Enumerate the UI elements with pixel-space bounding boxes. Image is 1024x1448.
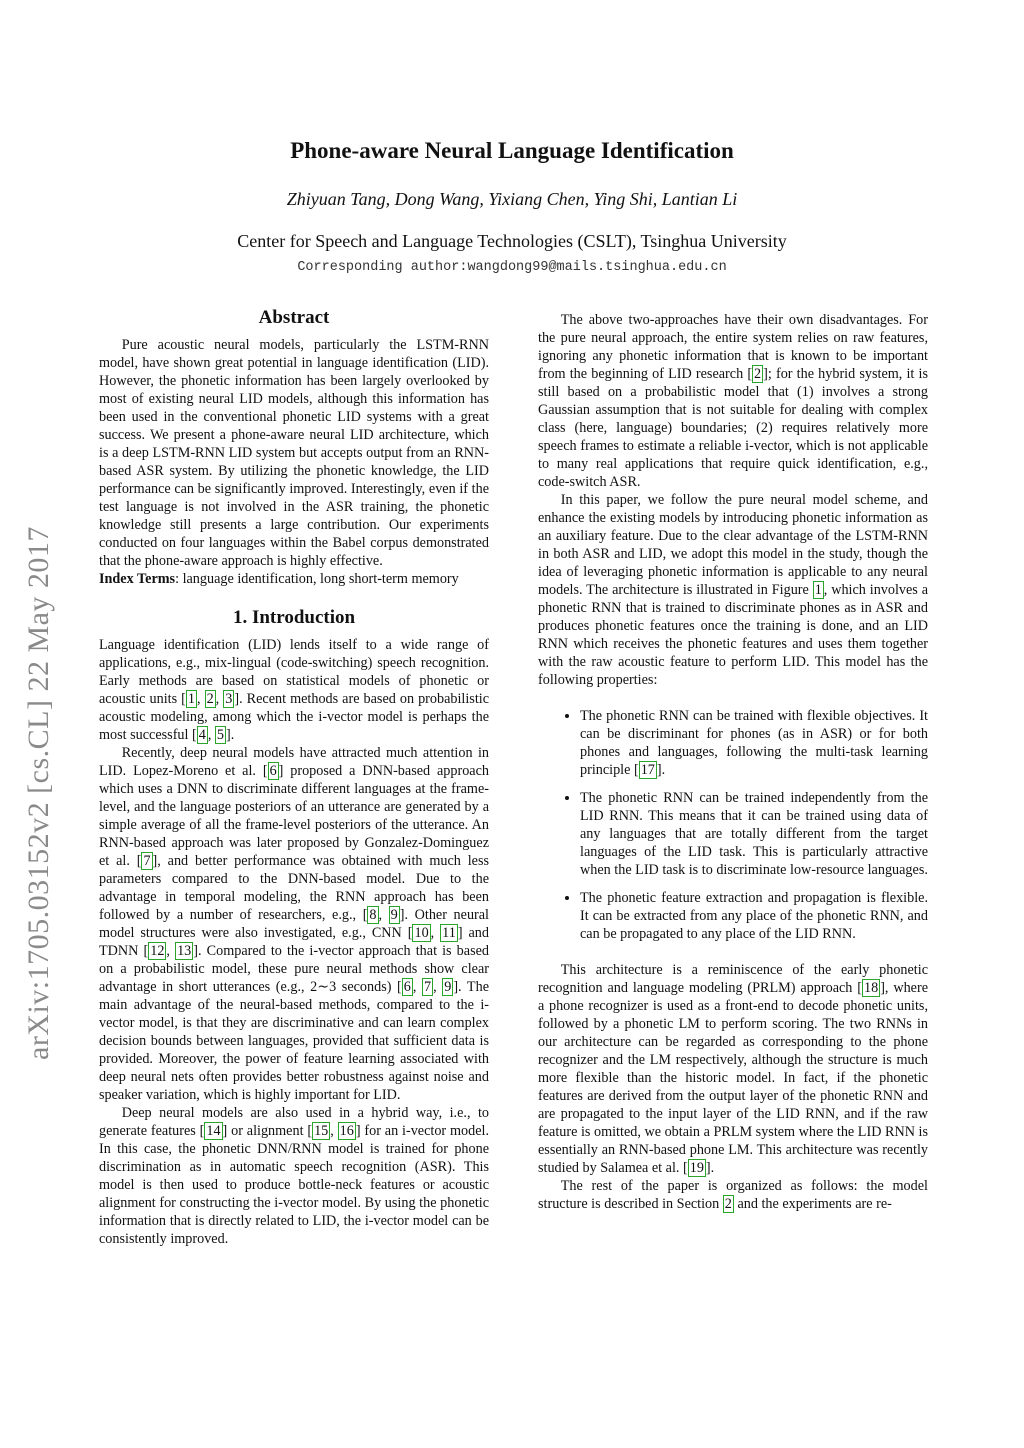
citation-link[interactable]: 1 — [187, 691, 195, 707]
citation-link[interactable]: 11 — [442, 925, 456, 941]
section-link[interactable]: 2 — [724, 1196, 732, 1212]
citation-link[interactable]: 5 — [216, 727, 225, 743]
list-item: • The phonetic RNN can be trained independently from the LID RNN. This means that it can be trained using data of any languages that are totally different from the target languages of the LID task. This is particularly attractive when the LID task is to discriminate low-resource languages. — [580, 789, 928, 879]
citation-link[interactable]: 2 — [754, 366, 762, 382]
intro-paragraph-1: Language identification (LID) lends itself to a wide range of applications, e.g., mix-lingual (code-switching) speech recognition. Early methods are based on statistical models of phonetic or acoustic units [ 1 , 2 , 3 ]. Recent methods are based on probabilistic acoustic modeling, among which the i-vector model is perhaps the most successful [ 4 , 5 ]. — [99, 637, 490, 743]
list-item: • The phonetic feature extraction and propagation is flexible. It can be extracted from any place of the phonetic RNN, and can be propagated to any place of the LID RNN. — [580, 889, 928, 943]
right-paragraph-2: In this paper, we follow the pure neural model scheme, and enhance the existing models by introducing phonetic information as an auxiliary feature. Due to the clear advantage of the LSTM-RNN in both ASR and LID, we adopt this model in the study, though the idea of leveraging phonetic information is applicable to any neural models. The architecture is illustrated in Figure 1 , which involves a phonetic RNN that is trained to discriminate phones as in ASR and produces phonetic features once the training is done, and an LID RNN which receives the phonetic features and uses them together with the raw acoustic feature to perform LID. This model has the following properties: — [538, 492, 928, 688]
citation-link[interactable]: 16 — [339, 1123, 354, 1139]
citation-link[interactable]: 15 — [314, 1123, 329, 1139]
abstract-text: Pure acoustic neural models, particularly the LSTM-RNN model, have shown great potential in language identification (LID). However, the phonetic information has been largely overlooked by most of existing neural LID models, although this information has been used in the conventional phonetic LID systems with a great success. We present a phone-aware neural LID architecture, which is a deep LSTM-RNN LID system but accepts output from an RNN-based ASR system. By utilizing the phonetic knowledge, the LID performance can be significantly improved. Interestingly, even if the test language is not involved in the ASR training, the phonetic knowledge still presents a large contribution. Our experiments conducted on four languages within the Babel corpus demonstrated that the phone-aware approach is highly effective. — [99, 337, 489, 569]
citation-link[interactable]: 3 — [225, 691, 233, 707]
citation-link[interactable]: 6 — [403, 979, 411, 995]
affiliation: Center for Speech and Language Technologies (CSLT), Tsinghua University — [237, 231, 787, 251]
citation-link[interactable]: 13 — [177, 943, 192, 959]
intro-paragraph-2: Recently, deep neural models have attracted much attention in LID. Lopez-Moreno et al. [ 6 ] proposed a DNN-based approach which uses a DNN to discriminate different languages at the frame-level, and the language posteriors of an utterance are generated by a simple average of all the frame-level posteriors of the utterance. An RNN-based approach was later proposed by Gonzalez-Dominguez et al. [ 7 ], and better performance was obtained with much less parameters compared to the DNN-based model. Due to the advantage in temporal modeling, the RNN approach has been followed by a number of researchers, e.g., [ 8 , 9 ]. Other neural model structures were also investigated, e.g., CNN [ 10 , 11 ] and TDNN [ 12 , 13 ]. Compared to the i-vector approach that is based on a probabilistic model, these pure neural methods show clear advantage in short utterances (e.g., 2∼3 seconds) [ 6 , 7 , 9 ]. The main advantage of the neural-based methods, compared to the i-vector model, is that they are discriminative and can learn complex decision bounds between languages, provided that sufficient data is provided. Moreover, the power of feature learning associated with deep neural nets often provides better robustness against noise and speaker variation, which is highly important for LID. — [99, 745, 490, 1103]
list-item: • The phonetic RNN can be trained with flexible objectives. It can be discriminant for phones (as in ASR) or for both phones and languages, following the multi-task learning principle [ 17 ]. — [580, 707, 928, 779]
right-paragraph-1: The above two-approaches have their own disadvantages. For the pure neural approach, the entire system relies on raw features, ignoring any phonetic information that is known to be important from the beginning of LID research [ 2 ]; for the hybrid system, it is still based on a probabilistic model that (1) involves a strong Gaussian assumption that is not suitable for dealing with complex class (here, language) boundaries; (2) requires relatively more speech frames to estimate a reliable i-vector, which is not applicable to many real applications that require quick identification, e.g., code-switch ASR. — [538, 312, 928, 490]
right-paragraph-4: The rest of the paper is organized as follows: the model structure is described in Section 2 and the experiments are re- — [538, 1178, 928, 1212]
right-column — [538, 311, 928, 1213]
citation-link[interactable]: 18 — [864, 980, 879, 996]
figure-link[interactable]: 1 — [814, 582, 822, 598]
citation-link[interactable]: 6 — [269, 763, 277, 779]
index-terms-text: : language identification, long short-term memory — [175, 571, 459, 587]
index-terms-label: Index Terms — [99, 571, 176, 587]
index-terms — [99, 570, 489, 588]
citation-link[interactable]: 7 — [143, 853, 151, 869]
citation-link[interactable]: 9 — [390, 907, 398, 923]
properties-list — [538, 707, 928, 943]
arxiv-stamp: arXiv:1705.03152v2 [cs.CL] 22 May 2017 — [22, 526, 55, 1060]
citation-link[interactable]: 8 — [369, 907, 377, 923]
citation-link[interactable]: 2 — [206, 691, 214, 707]
paper-title: Phone-aware Neural Language Identification — [290, 138, 734, 163]
citation-link[interactable]: 14 — [206, 1123, 221, 1139]
intro-paragraph-3: Deep neural models are also used in a hybrid way, i.e., to generate features [ 14 ] or alignment [ 15 , 16 ] for an i-vector model. In this case, the phonetic DNN/RNN model is trained for phone discrimination as in automatic speech recognition (ASR). This model is then used to produce bottle-neck features or acoustic alignment for constructing the i-vector model. By using the phonetic information that is directly related to LID, the i-vector model can be consistently improved. — [99, 1105, 489, 1247]
author-list: Zhiyuan Tang, Dong Wang, Yixiang Chen, Ying Shi, Lantian Li — [286, 189, 738, 209]
corresponding-email: Corresponding author:wangdong99@mails.tsinghua.edu.cn — [297, 260, 727, 275]
citation-link[interactable]: 12 — [150, 943, 165, 959]
introduction-heading: 1. Introduction — [232, 607, 356, 628]
citation-link[interactable]: 9 — [444, 979, 452, 995]
citation-link[interactable]: 4 — [198, 727, 206, 743]
right-paragraph-3: This architecture is a reminiscence of the early phonetic recognition and language modeling (PRLM) approach [ 18 ], where a phone recognizer is used as a front-end to decode phonetic units, followed by a phonetic LM to perform scoring. The two RNNs in our architecture can be regarded as corresponding to the phone recognizer and the LM respectively, although the structure is much more flexible than the historic model. In fact, if the phonetic features are derived from the output layer of the phonetic RNN and are propagated to the input layer of the LID RNN, and if the raw feature is omitted, we obtain a PRLM system where the LID RNN is essentially an RNN-based phone LM. This architecture was recently studied by Salamea et al. [ 19 ]. — [538, 962, 928, 1176]
abstract-heading: Abstract — [258, 307, 330, 328]
left-column — [99, 306, 489, 1248]
citation-link[interactable]: 19 — [689, 1160, 704, 1176]
citation-link[interactable]: 10 — [414, 925, 429, 941]
citation-link[interactable]: 7 — [424, 979, 432, 995]
citation-link[interactable]: 17 — [640, 762, 655, 778]
